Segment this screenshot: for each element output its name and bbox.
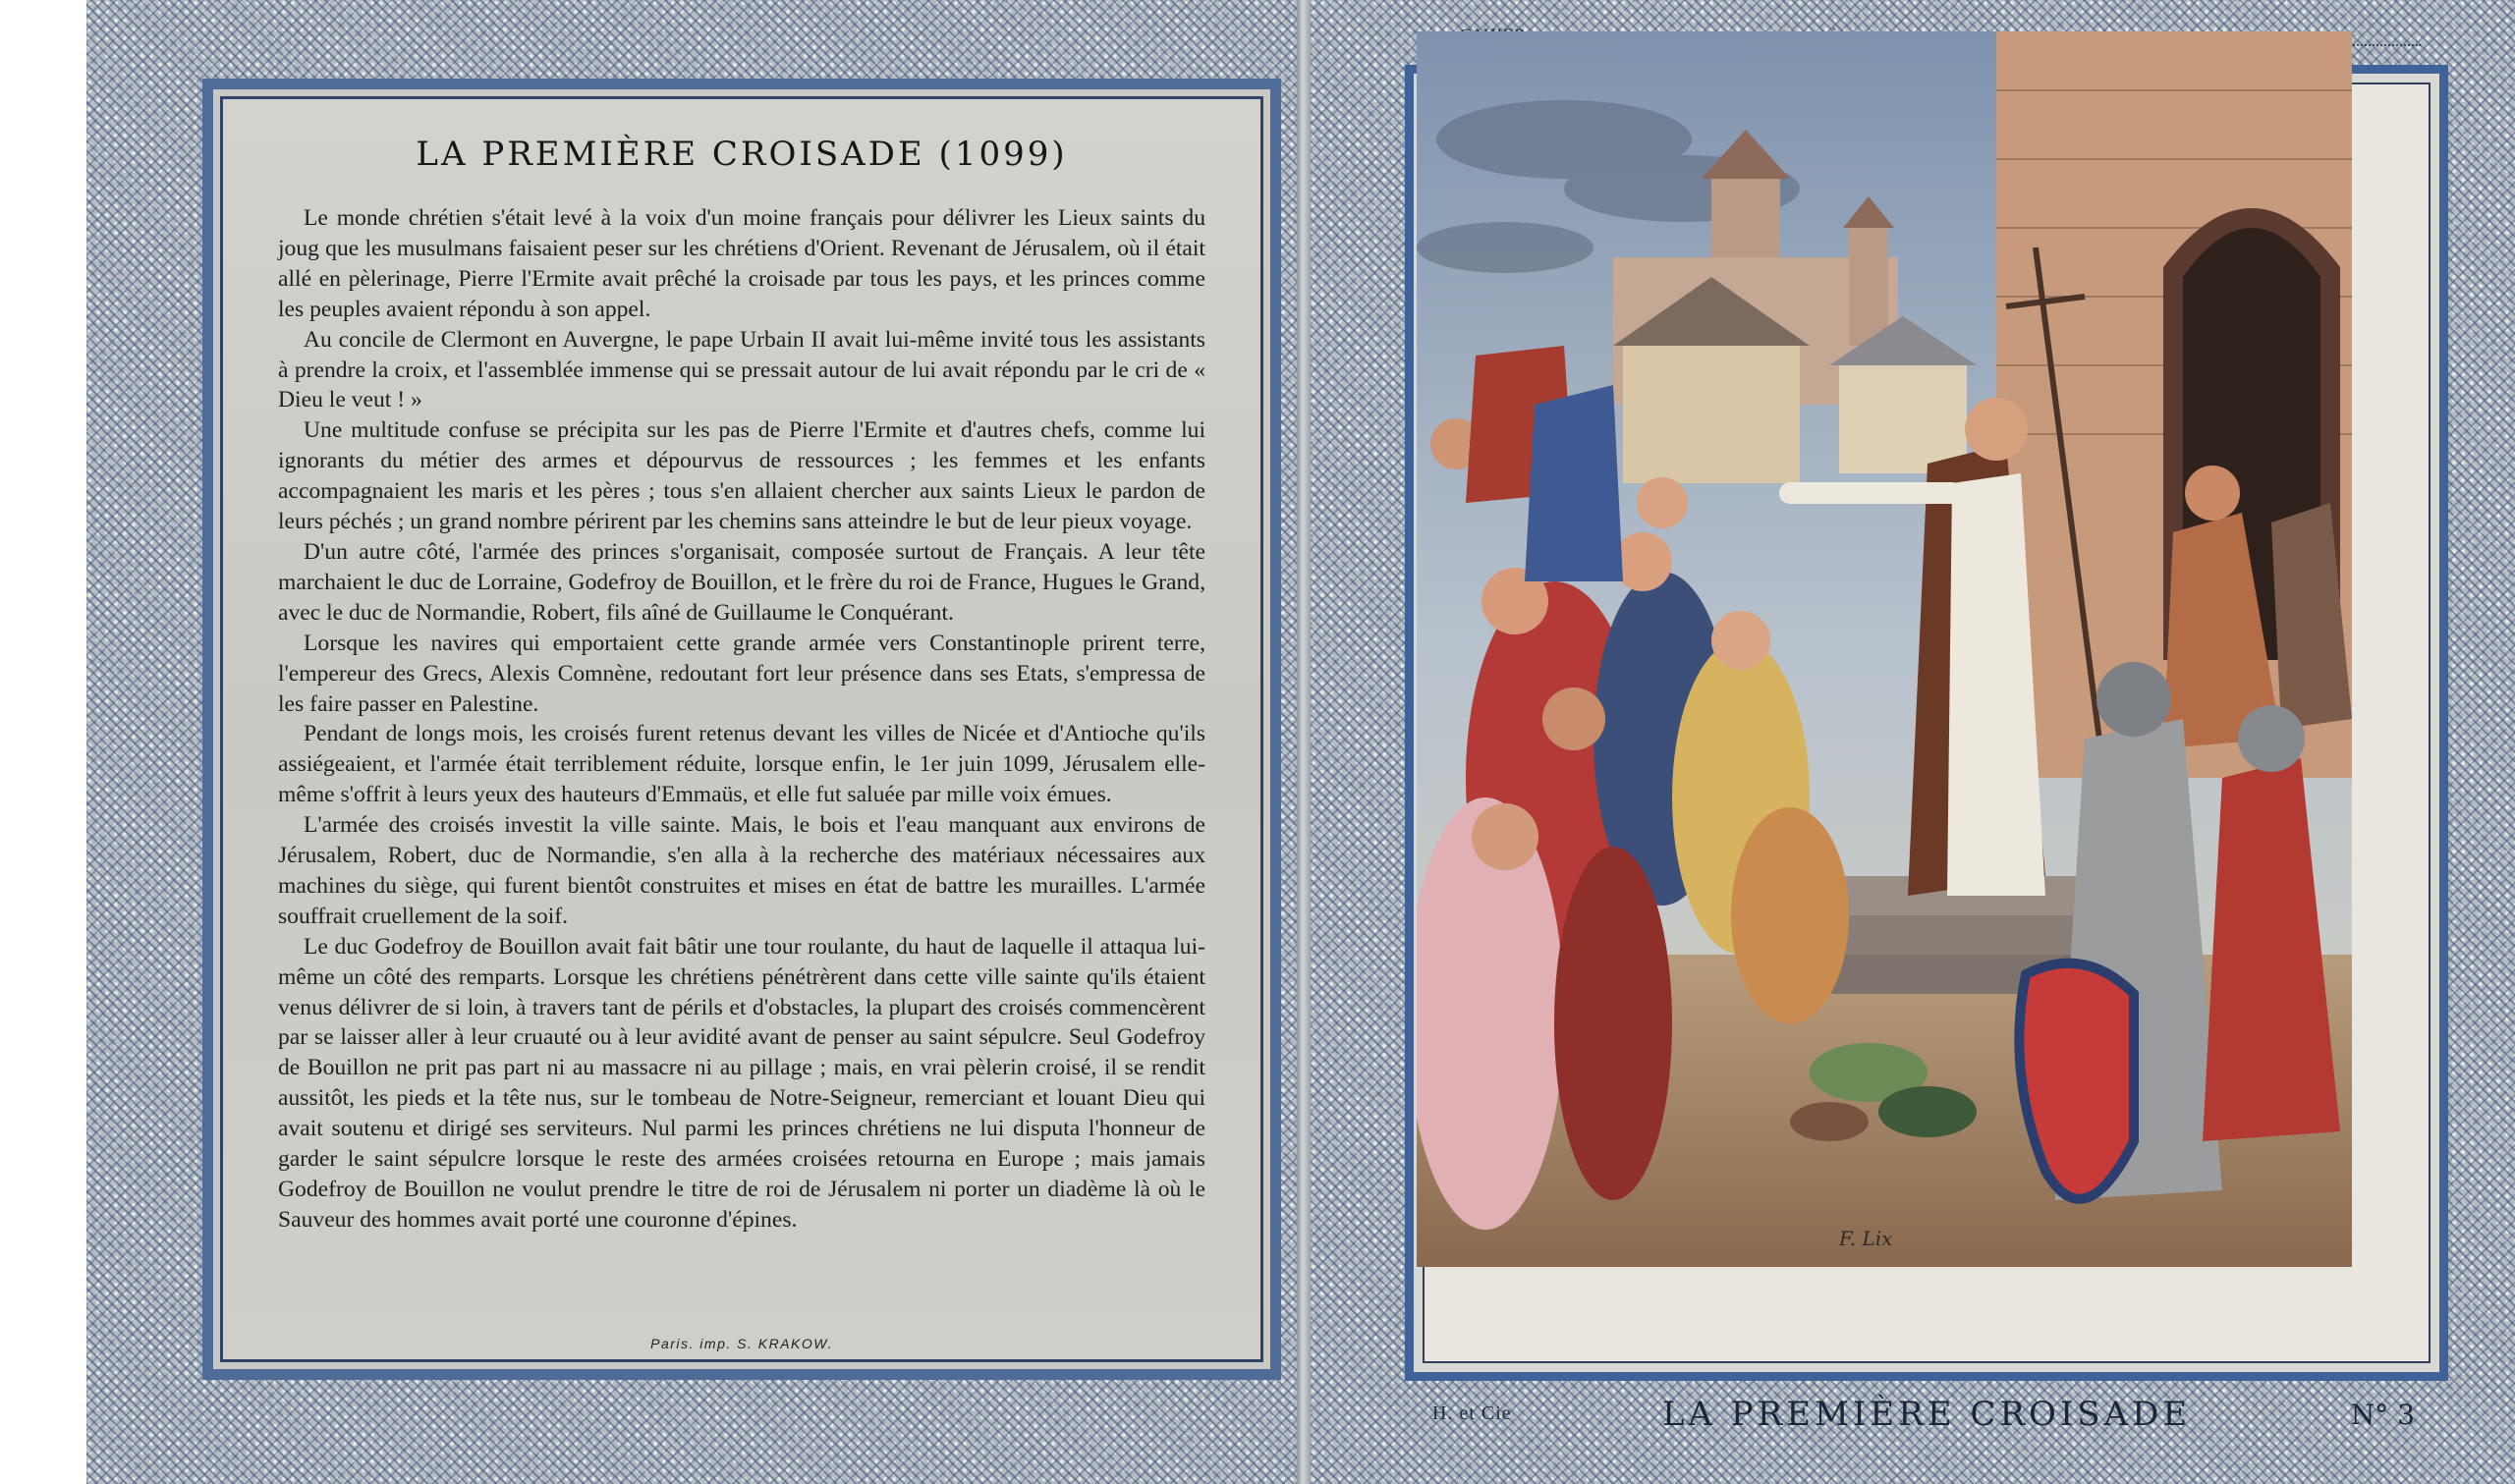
artist-signature: F. Lix (1839, 1227, 1893, 1250)
plate-title: LA PREMIÈRE CROISADE (1661, 1395, 2192, 1434)
plate-caption (1405, 1381, 2448, 1440)
paragraph: Le duc Godefroy de Bouillon avait fait bâtir une tour roulante, du haut de laquelle il attaqua lui-même un côté des remparts. Lorsque les chrétiens pénétrèrent dans cette ville sainte qu'ils étaient venus délivrer de si loin, à travers tant de périls et d'obstacles, la plupart des croisés commencèrent par se laisser aller à leur cruauté ou à leur avidité avant de penser au saint sépulcre. Seul Godefroy de Bouillon ne prit pas part ni au massacre ni au pillage ; mais, en vrai pèlerin croisé, il se rendit aussitôt, les pieds et la tête nus, sur le tombeau de Notre-Seigneur, remerciant et louant Dieu qui avait soutenu et dirigé ses serviteurs. Nul parmi les princes chrétiens ne lui disputa l'honneur de garder le saint sépulcre lorsque le reste des armées croisées retourna en Europe ; mais jamais Godefroy de Bouillon ne voulut prendre le titre de roi de Jérusalem ni porter un diadème là où le Sauveur des hommes avait porté une couronne d'épines. (278, 933, 1205, 1233)
paragraph: Le monde chrétien s'était levé à la voix d'un moine français pour délivrer les Lieux saints du joug que les musulmans faisaient peser sur les chrétiens d'Orient. Revenant de Jérusalem, où il était allé en pèlerinage, Pierre l'Ermite avait prêché la croisade par tous les pays, et les princes comme les peuples avaient répondu à son appel. (278, 205, 1205, 322)
story-title: LA PREMIÈRE CROISADE (1099) (416, 135, 1068, 174)
publisher-mark: H. et Cie (1432, 1402, 1512, 1424)
right-cover (1311, 0, 2515, 1484)
paragraph: L'armée des croisés investit la ville sainte. Mais, le bois et l'eau manquant aux environs de Jérusalem, Robert, duc de Normandie, s'en alla à la recherche des matériaux nécessaires aux machines du siège, qui furent bientôt construites et mises en état de battre les murailles. L'armée souffrait cruellement de la soif. (278, 812, 1205, 929)
paragraph: Lorsque les navires qui emportaient cette grande armée vers Constantinople prirent terre, l'empereur des Grecs, Alexis Comnène, redoutant fort leur présence dans ses Etats, s'empressa de les faire passer en Palestine. (278, 630, 1205, 717)
crusade-illustration (1417, 31, 2352, 1267)
text-frame (202, 79, 1281, 1380)
paragraph: D'un autre côté, l'armée des princes s'organisait, composée surtout de Français. A leur tête marchaient le duc de Lorraine, Godefroy de Bouillon, et le frère du roi de France, Hugues le Grand, avec le duc de Normandie, Robert, fils aîné de Guillaume le Conquérant. (278, 538, 1205, 626)
paragraph: Pendant de longs mois, les croisés furent retenus devant les villes de Nicée et d'Antioche qu'ils assiégeaient, et l'armée était terriblement réduite, lorsque enfin, le 1er juin 1099, Jérusalem elle-même s'offrit à leurs yeux des hauteurs d'Emmaüs, et elle fut saluée par mille voix émues. (278, 721, 1205, 808)
text-panel (220, 96, 1263, 1362)
printer-credit: Paris. imp. S. KRAKOW. (650, 1336, 833, 1351)
paragraph: Au concile de Clermont en Auvergne, le pape Urbain II avait lui-même invité tous les assistants à prendre la croix, et l'assemblée immense qui se pressait autour de lui avait répondu par le cri de « Dieu le veut ! » (278, 326, 1205, 413)
spine-fold (1297, 0, 1311, 1484)
left-cover (86, 0, 1297, 1484)
paragraph: Une multitude confuse se précipita sur les pas de Pierre l'Ermite et d'autres chefs, comme lui ignorants du métier des armes et dépourvus de ressources ; les femmes et les enfants accompagnaient les maris et les pères ; tous s'en allaient chercher aux saints Lieux le pardon de leurs péchés ; un grand nombre périrent par les chemins sans atteindre le but de leur pieux voyage. (278, 417, 1205, 535)
plate-number: N° 3 (2350, 1399, 2415, 1431)
